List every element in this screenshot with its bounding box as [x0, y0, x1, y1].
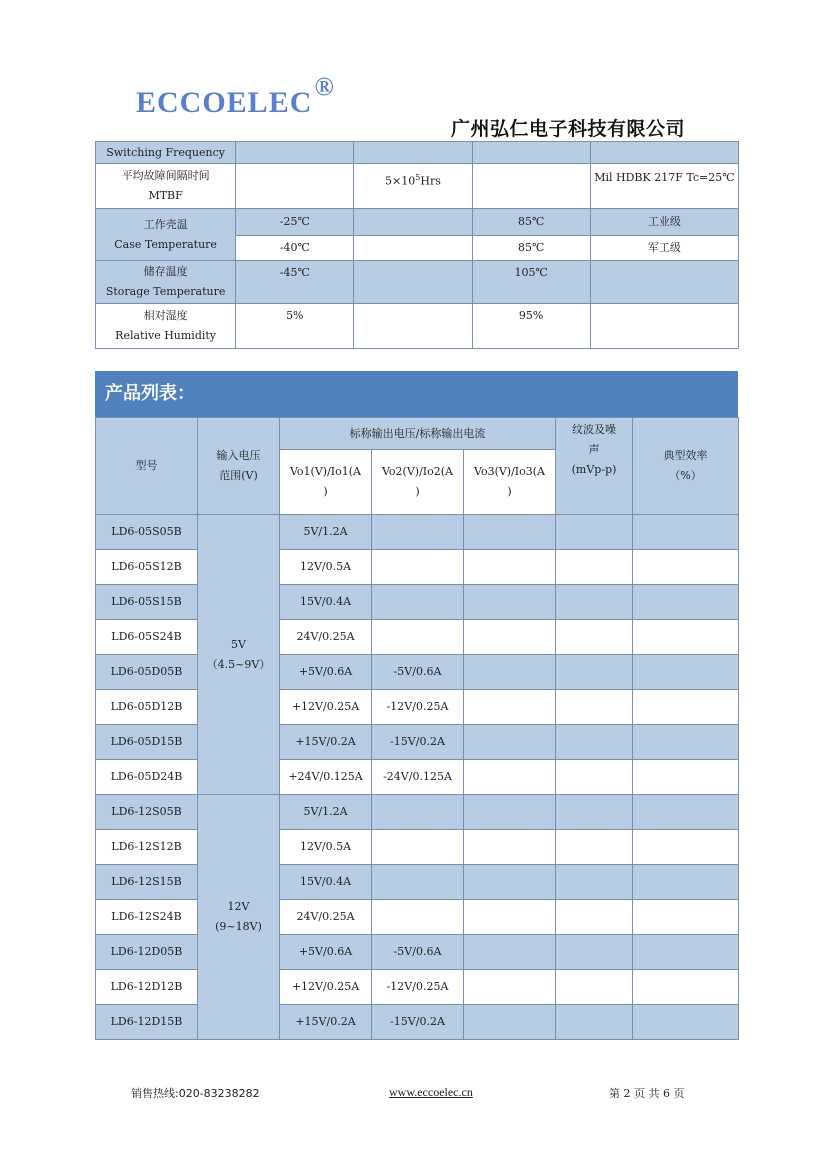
ripple-cell	[556, 935, 633, 970]
vo3-cell	[464, 900, 556, 935]
header-row	[96, 418, 739, 450]
section-title: 产品列表：	[95, 371, 738, 417]
table-row	[96, 655, 739, 690]
model-cell: LD6-05S05B	[96, 515, 198, 550]
spec-row-case-temp-2: -40℃ 85℃ 军工级	[96, 236, 739, 261]
model-cell: LD6-05D12B	[96, 690, 198, 725]
efficiency-cell	[633, 900, 739, 935]
spec-label: Switching Frequency	[96, 142, 236, 164]
vo1-cell: 15V/0.4A	[280, 865, 372, 900]
model-cell: LD6-12S12B	[96, 830, 198, 865]
vo2-cell: -12V/0.25A	[372, 690, 464, 725]
vo3-cell	[464, 865, 556, 900]
spec-row-case-temp: 工作壳温 Case Temperature -25℃ 85℃ 工业级	[96, 209, 739, 236]
table-row	[96, 725, 739, 760]
model-cell: LD6-05S15B	[96, 585, 198, 620]
efficiency-cell	[633, 655, 739, 690]
vo2-cell: -12V/0.25A	[372, 970, 464, 1005]
efficiency-cell	[633, 550, 739, 585]
spec-label: 相对湿度 Relative Humidity	[96, 304, 236, 349]
vo3-cell	[464, 655, 556, 690]
model-cell: LD6-12S05B	[96, 795, 198, 830]
vo3-cell	[464, 830, 556, 865]
vo1-cell: 5V/1.2A	[280, 795, 372, 830]
model-cell: LD6-12D12B	[96, 970, 198, 1005]
col-vo3: Vo3(V)/Io3(A )	[464, 450, 556, 515]
table-row	[96, 865, 739, 900]
page-number: 第 2 页 共 6 页	[609, 1087, 685, 1100]
vo2-cell	[372, 830, 464, 865]
table-row	[96, 585, 739, 620]
ripple-cell	[556, 830, 633, 865]
vo3-cell	[464, 725, 556, 760]
efficiency-cell	[633, 585, 739, 620]
product-list-section	[95, 371, 738, 1040]
efficiency-cell	[633, 620, 739, 655]
ripple-cell	[556, 620, 633, 655]
vo1-cell: 15V/0.4A	[280, 585, 372, 620]
table-row	[96, 970, 739, 1005]
table-row	[96, 690, 739, 725]
model-cell: LD6-05D05B	[96, 655, 198, 690]
efficiency-cell	[633, 760, 739, 795]
vo2-cell	[372, 795, 464, 830]
ripple-cell	[556, 970, 633, 1005]
company-logo	[136, 72, 335, 120]
col-efficiency: 典型效率 （%）	[633, 418, 739, 515]
ripple-cell	[556, 585, 633, 620]
table-row	[96, 830, 739, 865]
vo3-cell	[464, 515, 556, 550]
vo1-cell: 24V/0.25A	[280, 900, 372, 935]
table-row	[96, 935, 739, 970]
col-model: 型号	[96, 418, 198, 515]
col-vo2: Vo2(V)/Io2(A )	[372, 450, 464, 515]
vo1-cell: +12V/0.25A	[280, 690, 372, 725]
vo2-cell	[372, 900, 464, 935]
company-name: 广州弘仁电子科技有限公司	[451, 118, 686, 140]
vo3-cell	[464, 585, 556, 620]
col-vo1: Vo1(V)/Io1(A )	[280, 450, 372, 515]
ripple-cell	[556, 515, 633, 550]
efficiency-cell	[633, 515, 739, 550]
model-cell: LD6-05S12B	[96, 550, 198, 585]
spec-row-switching	[96, 142, 739, 164]
col-input-range: 输入电压 范围(V)	[198, 418, 280, 515]
model-cell: LD6-12D05B	[96, 935, 198, 970]
sales-hotline: 销售热线:020-83238282	[131, 1087, 260, 1100]
vo1-cell: +15V/0.2A	[280, 1005, 372, 1040]
efficiency-cell	[633, 970, 739, 1005]
vo2-cell	[372, 620, 464, 655]
vo1-cell: 5V/1.2A	[280, 515, 372, 550]
table-row	[96, 550, 739, 585]
efficiency-cell	[633, 830, 739, 865]
ripple-cell	[556, 760, 633, 795]
table-row	[96, 515, 739, 550]
model-cell: LD6-12D15B	[96, 1005, 198, 1040]
efficiency-cell	[633, 1005, 739, 1040]
input-range-cell: 12V (9~18V)	[198, 795, 280, 1040]
vo1-cell: 12V/0.5A	[280, 830, 372, 865]
table-row	[96, 1005, 739, 1040]
vo2-cell	[372, 585, 464, 620]
spec-row-humidity: 相对湿度 Relative Humidity 5% 95%	[96, 304, 739, 349]
logo-text: ECCOELEC	[136, 86, 313, 119]
vo1-cell: 24V/0.25A	[280, 620, 372, 655]
ripple-cell	[556, 725, 633, 760]
vo2-cell: -24V/0.125A	[372, 760, 464, 795]
vo2-cell: -5V/0.6A	[372, 655, 464, 690]
ripple-cell	[556, 690, 633, 725]
efficiency-cell	[633, 865, 739, 900]
input-range-cell: 5V （4.5~9V）	[198, 515, 280, 795]
ripple-cell	[556, 795, 633, 830]
ripple-cell	[556, 865, 633, 900]
vo2-cell	[372, 515, 464, 550]
vo3-cell	[464, 550, 556, 585]
col-ripple: 纹波及噪 声 (mVp-p)	[556, 418, 633, 515]
vo3-cell	[464, 970, 556, 1005]
vo3-cell	[464, 620, 556, 655]
efficiency-cell	[633, 795, 739, 830]
vo1-cell: +24V/0.125A	[280, 760, 372, 795]
ripple-cell	[556, 655, 633, 690]
vo1-cell: +15V/0.2A	[280, 725, 372, 760]
model-cell: LD6-05D15B	[96, 725, 198, 760]
vo2-cell: -15V/0.2A	[372, 1005, 464, 1040]
table-row	[96, 795, 739, 830]
efficiency-cell	[633, 690, 739, 725]
product-table	[95, 417, 739, 1040]
spec-label: 工作壳温 Case Temperature	[96, 209, 236, 261]
table-row	[96, 760, 739, 795]
vo3-cell	[464, 690, 556, 725]
vo2-cell	[372, 550, 464, 585]
vo3-cell	[464, 760, 556, 795]
efficiency-cell	[633, 935, 739, 970]
vo1-cell: +5V/0.6A	[280, 935, 372, 970]
spec-table	[95, 141, 739, 349]
model-cell: LD6-05D24B	[96, 760, 198, 795]
col-nominal-output: 标称输出电压/标称输出电流	[280, 418, 556, 450]
table-row	[96, 620, 739, 655]
vo3-cell	[464, 935, 556, 970]
spec-typ-value: $5\times 10^5Hrs$	[354, 164, 472, 209]
vo3-cell	[464, 1005, 556, 1040]
ripple-cell	[556, 900, 633, 935]
vo1-cell: +5V/0.6A	[280, 655, 372, 690]
table-row	[96, 900, 739, 935]
ripple-cell	[556, 1005, 633, 1040]
vo1-cell: 12V/0.5A	[280, 550, 372, 585]
spec-row-storage: 储存温度 Storage Temperature -45℃ 105℃	[96, 261, 739, 304]
vo2-cell: -15V/0.2A	[372, 725, 464, 760]
model-cell: LD6-12S24B	[96, 900, 198, 935]
vo3-cell	[464, 795, 556, 830]
efficiency-cell	[633, 725, 739, 760]
spec-note: Mil HDBK 217F Tc=25℃	[590, 164, 738, 209]
spec-label: 储存温度 Storage Temperature	[96, 261, 236, 304]
registered-mark: ®	[314, 72, 335, 101]
model-cell: LD6-12S15B	[96, 865, 198, 900]
vo1-cell: +12V/0.25A	[280, 970, 372, 1005]
ripple-cell	[556, 550, 633, 585]
spec-row-mtbf	[96, 164, 739, 209]
vo2-cell	[372, 865, 464, 900]
vo2-cell: -5V/0.6A	[372, 935, 464, 970]
spec-label: 平均故障间隔时间 MTBF	[96, 164, 236, 209]
model-cell: LD6-05S24B	[96, 620, 198, 655]
website-link[interactable]: www.eccoelec.cn	[389, 1085, 473, 1099]
